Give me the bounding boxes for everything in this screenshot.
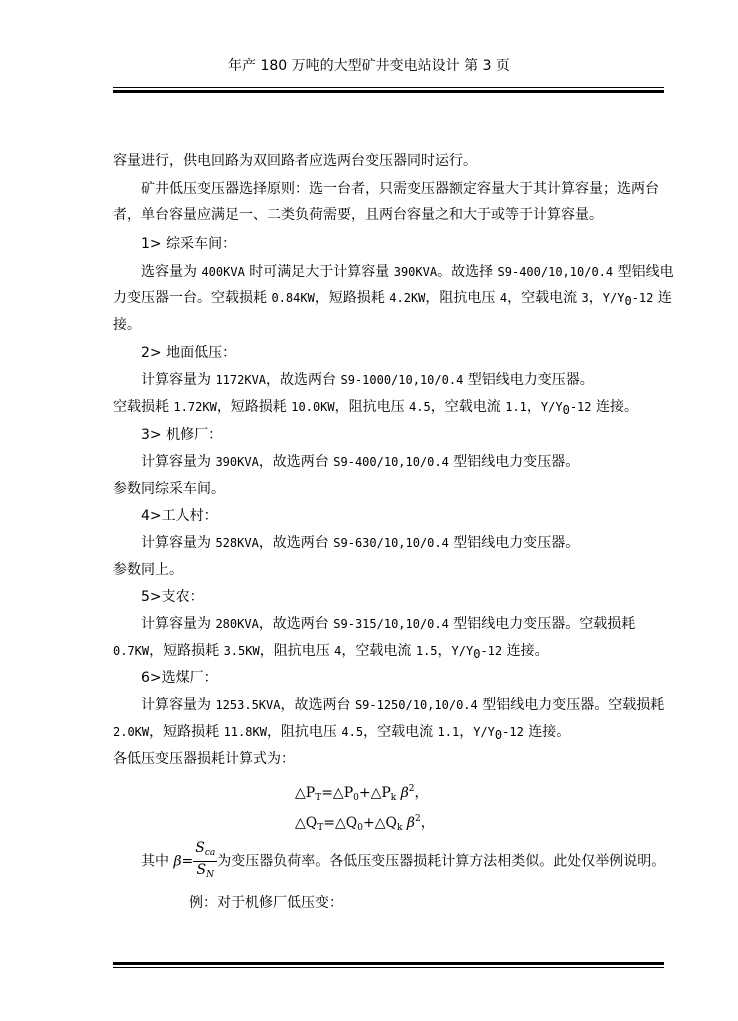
paragraph-line: 计算容量为 1253.5KVA，故选两台 S9-1250/10,10/0.4 型铝线电力变压器。空载损耗 (141, 697, 665, 713)
paragraph-line: 选容量为 400KVA 时可满足大于计算容量 390KVA。故选择 S9-400/10,10/0.4 型铝线电 (141, 264, 674, 280)
section-heading: 1> 综采车间： (141, 236, 237, 252)
paragraph-line: 计算容量为 390KVA，故选两台 S9-400/10,10/0.4 型铝线电力变压器。 (141, 454, 580, 470)
section-heading: 4>工人村： (141, 508, 218, 524)
paragraph-line: 力变压器一台。空载损耗 0.84KW，短路损耗 4.2KW，阻抗电压 4，空载电流 3，$Y/Y_0-12$ 连 (113, 290, 672, 308)
section-heading: 5>支农： (141, 589, 204, 605)
load-factor-definition: 其中 β= $\frac{S_{ca}}{S_N}$ 为变压器负荷率。各低压变压器损耗计算方法相类似。此处仅举例说明。 (141, 840, 665, 883)
section-heading: 3> 机修厂： (141, 427, 223, 443)
paragraph-line: 者，单台容量应满足一、二类负荷需要，且两台容量之和大于或等于计算容量。 (113, 207, 603, 223)
header-rule-thick (113, 90, 664, 93)
load-factor-fraction: $\frac{S_{ca}}{S_N}$ (195, 840, 216, 880)
paragraph-line: 计算容量为 280KVA，故选两台 S9-315/10,10/0.4 型铝线电力变压器。空载损耗 (141, 616, 636, 632)
section-heading: 2> 地面低压： (141, 345, 237, 361)
paragraph-line: 矿井低压变压器选择原则：选一台者，只需变压器额定容量大于其计算容量；选两台 (141, 181, 659, 197)
paragraph-line: 参数同上。 (113, 562, 183, 578)
footer-rule-thick (113, 962, 664, 965)
formula-reactive-power-loss: $\triangle Q_T=\triangle Q_0+\triangle Q_k$ $\beta^2$， (295, 814, 435, 833)
footer-rule-thin (113, 967, 664, 968)
paragraph-line: 参数同综采车间。 (113, 481, 225, 497)
paragraph-line: 0.7KW，短路损耗 3.5KW，阻抗电压 4，空载电流 1.5，$Y/Y_0-12$ 连接。 (113, 643, 549, 661)
paragraph-line: 2.0KW，短路损耗 11.8KW，阻抗电压 4.5，空载电流 1.1，$Y/Y_0-12$ 连接。 (113, 724, 571, 742)
paragraph-line: 接。 (113, 317, 141, 333)
paragraph-line: 空载损耗 1.72KW，短路损耗 10.0KW，阻抗电压 4.5，空载电流 1.1，$Y/Y_0-12$ 连接。 (113, 399, 638, 417)
paragraph-line: 例：对于机修厂低压变： (189, 895, 343, 911)
page-header-title: 年产 180 万吨的大型矿井变电站设计 第 3 页 (228, 58, 510, 74)
header-rule-thin (113, 87, 664, 88)
paragraph-line: 容量进行，供电回路为双回路者应选两台变压器同时运行。 (113, 153, 477, 169)
formula-active-power-loss: $\triangle P_T=\triangle P_0+\triangle P_k$ $\beta^2$， (295, 784, 429, 803)
paragraph-line: 各低压变压器损耗计算式为： (113, 751, 295, 767)
paragraph-line: 计算容量为 1172KVA，故选两台 S9-1000/10,10/0.4 型铝线电力变压器。 (141, 372, 594, 388)
paragraph-line: 计算容量为 528KVA，故选两台 S9-630/10,10/0.4 型铝线电力变压器。 (141, 535, 580, 551)
section-heading: 6>选煤厂： (141, 670, 218, 686)
